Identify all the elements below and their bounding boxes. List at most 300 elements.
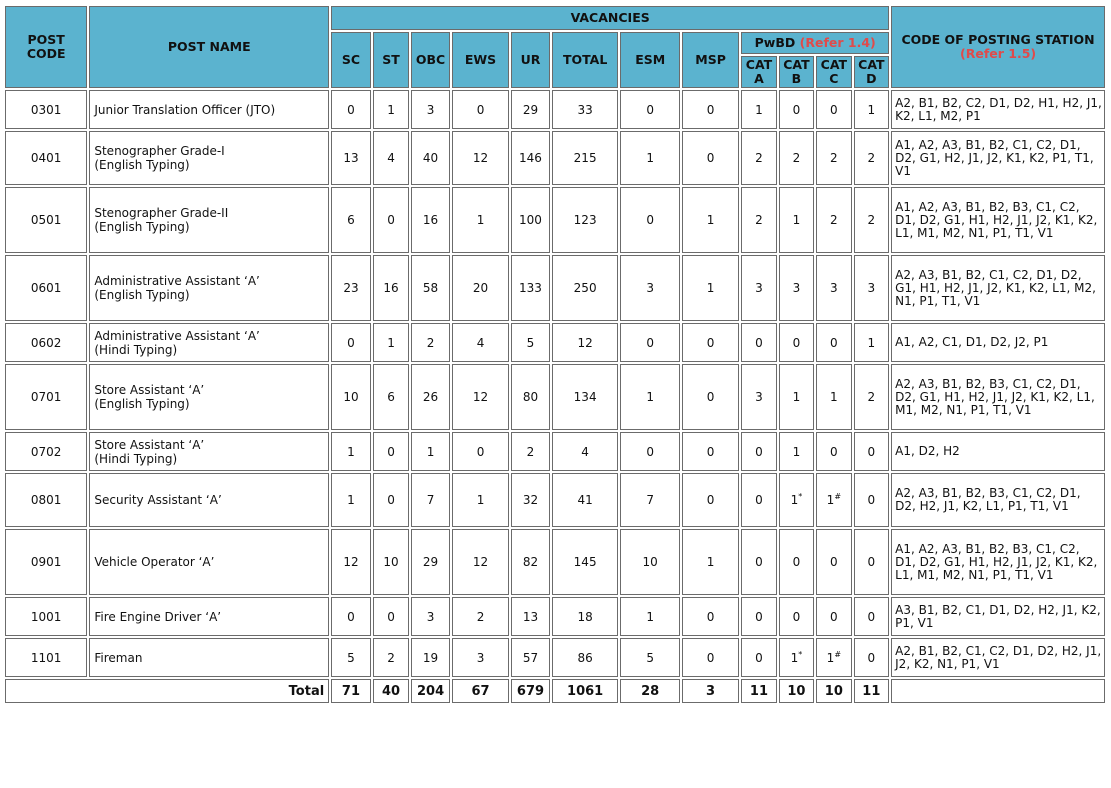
value-st: 16	[383, 281, 399, 295]
value-cell-st	[373, 255, 409, 321]
post-name-cell	[89, 597, 329, 636]
table-row	[5, 529, 1105, 595]
value-cell-sc	[331, 187, 371, 253]
post-name-cell	[89, 638, 329, 677]
value-cell-total	[552, 364, 619, 430]
value-sc: 23	[343, 281, 359, 295]
value-msp: 0	[706, 390, 715, 404]
post-name-cell	[89, 529, 329, 595]
value-ur: 5	[526, 335, 535, 350]
value-sc: 10	[343, 390, 359, 404]
value-cat-a: 0	[755, 335, 763, 350]
posting-station-cell: A1, A2, A3, B1, B2, C1, C2, D1, D2, G1, H2, J1, J2, K1, K2, P1, T1, V1	[891, 131, 1105, 185]
post-code-cell: 0401	[5, 131, 87, 185]
post-code-cell: 0602	[5, 323, 87, 362]
value-cat-a: 2	[755, 213, 763, 227]
value-cell-cat-a	[741, 90, 776, 129]
value-cell-esm	[620, 432, 679, 471]
value-ur: 82	[522, 555, 539, 569]
value-total: 134	[573, 390, 597, 404]
value-msp: 1	[706, 213, 715, 227]
value-cell-cat-c	[816, 529, 851, 595]
value-cell-ews	[452, 187, 509, 253]
value-cell-st	[373, 529, 409, 595]
total-value-cat-d: 11	[854, 679, 890, 703]
value-cell-cat-d	[854, 597, 890, 636]
posting-station-cell: A1, A2, C1, D1, D2, J2, P1	[891, 323, 1105, 362]
value-cell-cat-a	[741, 529, 776, 595]
value-cell-cat-d	[854, 255, 890, 321]
table-row	[5, 90, 1105, 129]
value-cat-b: 1	[792, 444, 801, 459]
value-cell-esm	[620, 638, 679, 677]
value-msp: 0	[706, 609, 715, 624]
value-cell-total	[552, 529, 619, 595]
value-total: 86	[577, 650, 593, 665]
post-code-cell: 1001	[5, 597, 87, 636]
value-cat-d: 2	[867, 390, 876, 404]
posting-station-cell: A1, A2, A3, B1, B2, B3, C1, C2, D1, D2, G1, H1, H2, J1, J2, K1, K2, L1, M1, M2, N1, P1, T1, V1	[891, 529, 1105, 595]
table-row	[5, 323, 1105, 362]
value-total: 215	[573, 151, 597, 165]
value-total: 12	[577, 335, 593, 350]
value-cell-esm	[620, 187, 679, 253]
posting-station-cell: A2, A3, B1, B2, C1, C2, D1, D2, G1, H1, H2, J1, J2, K1, K2, L1, M2, N1, P1, T1, V1	[891, 255, 1105, 321]
value-esm: 0	[646, 444, 655, 459]
value-cell-cat-b	[779, 638, 814, 677]
value-st: 0	[387, 609, 395, 624]
value-st: 0	[387, 493, 395, 507]
post-code-cell: 0501	[5, 187, 87, 253]
value-cell-esm	[620, 364, 679, 430]
footnote-mark: *	[798, 649, 803, 659]
value-cat-d: 0	[867, 650, 876, 665]
value-st: 4	[387, 151, 395, 165]
value-cat-a: 3	[755, 390, 763, 404]
value-cell-ur	[511, 597, 550, 636]
value-obc: 19	[422, 650, 439, 665]
header-cat-a: CAT A	[741, 56, 776, 88]
post-name-line2: (Hindi Typing)	[94, 451, 178, 466]
value-cell-obc	[411, 529, 450, 595]
value-cat-b: 1	[792, 390, 801, 404]
value-ews: 20	[472, 281, 489, 295]
value-st: 0	[387, 444, 395, 459]
header-vacancies: VACANCIES	[331, 6, 889, 30]
table-row	[5, 432, 1105, 471]
total-value-ews: 67	[452, 679, 509, 703]
footnote-mark: #	[834, 492, 842, 501]
value-cell-ur	[511, 131, 550, 185]
value-cell-esm	[620, 529, 679, 595]
value-cell-msp	[682, 131, 739, 185]
value-msp: 0	[706, 444, 715, 459]
table-row	[5, 473, 1105, 527]
value-esm: 7	[646, 493, 655, 507]
value-cell-obc	[411, 187, 450, 253]
post-code-cell: 1101	[5, 638, 87, 677]
value-cell-ews	[452, 364, 509, 430]
total-value-cat-a: 11	[741, 679, 776, 703]
value-esm: 1	[646, 609, 655, 624]
value-cat-b: 0	[792, 609, 801, 624]
value-cell-sc	[331, 323, 371, 362]
total-value-cat-c: 10	[816, 679, 851, 703]
header-col-ews: EWS	[452, 32, 509, 88]
value-st: 10	[383, 555, 399, 569]
value-cat-c: 0	[830, 444, 838, 459]
value-cell-obc	[411, 432, 450, 471]
value-cell-cat-d	[854, 131, 890, 185]
value-sc: 12	[343, 555, 359, 569]
header-col-ur: UR	[511, 32, 550, 88]
header-col-st: ST	[373, 32, 409, 88]
value-cell-cat-b	[779, 529, 814, 595]
post-name-cell	[89, 473, 329, 527]
value-cell-st	[373, 597, 409, 636]
post-code-cell: 0901	[5, 529, 87, 595]
value-cell-ews	[452, 529, 509, 595]
value-cell-cat-d	[854, 432, 890, 471]
value-cell-cat-a	[741, 364, 776, 430]
value-obc: 16	[422, 213, 439, 227]
table-row	[5, 187, 1105, 253]
value-cat-c: 3	[830, 281, 838, 295]
post-name-line1: Administrative Assistant ‘A’	[94, 274, 260, 288]
table-row	[5, 255, 1105, 321]
total-label: Total	[5, 679, 329, 703]
value-cat-b: 0	[792, 555, 801, 569]
value-cell-cat-c	[816, 131, 851, 185]
header-pwbd-refer: (Refer 1.4)	[799, 35, 876, 50]
value-cell-ews	[452, 473, 509, 527]
header-pwbd	[741, 32, 889, 54]
posting-station-cell: A3, B1, B2, C1, D1, D2, H2, J1, K2, P1, V1	[891, 597, 1105, 636]
value-cell-ur	[511, 364, 550, 430]
value-ews: 4	[476, 335, 485, 350]
value-cat-d: 0	[867, 493, 876, 507]
value-cell-cat-a	[741, 473, 776, 527]
value-cat-a: 0	[755, 650, 763, 665]
value-obc: 40	[422, 151, 439, 165]
post-code-cell: 0702	[5, 432, 87, 471]
value-st: 0	[387, 213, 395, 227]
value-cell-st	[373, 90, 409, 129]
total-row	[5, 679, 1105, 703]
value-ews: 0	[476, 444, 485, 459]
value-cat-b: 1	[792, 213, 801, 227]
value-cell-ews	[452, 90, 509, 129]
post-name-line2: (English Typing)	[94, 288, 190, 302]
value-obc: 29	[422, 555, 439, 569]
value-cell-cat-a	[741, 131, 776, 185]
value-cat-a: 0	[755, 493, 763, 507]
value-sc: 13	[343, 151, 359, 165]
value-cell-cat-a	[741, 432, 776, 471]
value-cell-obc	[411, 597, 450, 636]
value-cat-b: 2	[792, 151, 801, 165]
value-cell-cat-b	[779, 187, 814, 253]
post-name-line2: (English Typing)	[94, 158, 190, 172]
value-cell-obc	[411, 638, 450, 677]
value-obc: 3	[426, 609, 435, 624]
total-value-msp: 3	[682, 679, 739, 703]
value-cell-cat-d	[854, 473, 890, 527]
value-cell-esm	[620, 597, 679, 636]
value-cell-cat-a	[741, 597, 776, 636]
value-cell-ur	[511, 90, 550, 129]
header-station-label: CODE OF POSTING STATION	[901, 32, 1095, 47]
value-cell-msp	[682, 364, 739, 430]
value-cell-ews	[452, 432, 509, 471]
value-cell-ur	[511, 529, 550, 595]
value-cell-cat-d	[854, 364, 890, 430]
value-cell-ews	[452, 638, 509, 677]
vacancy-table-wrapper	[3, 4, 1107, 705]
value-total: 18	[577, 609, 593, 624]
post-name-line2: (English Typing)	[94, 220, 190, 234]
value-cell-st	[373, 187, 409, 253]
value-cell-ur	[511, 473, 550, 527]
value-msp: 0	[706, 102, 715, 117]
header-posting-station	[891, 6, 1105, 88]
post-name-line1: Stenographer Grade-I	[94, 144, 225, 158]
post-code-cell: 0301	[5, 90, 87, 129]
value-cat-b: 1	[790, 650, 799, 665]
value-cell-ews	[452, 131, 509, 185]
value-sc: 1	[347, 444, 355, 459]
value-cell-ews	[452, 255, 509, 321]
header-col-total: TOTAL	[552, 32, 619, 88]
header-col-obc: OBC	[411, 32, 450, 88]
value-esm: 1	[646, 390, 655, 404]
value-cell-esm	[620, 255, 679, 321]
value-cell-cat-c	[816, 364, 851, 430]
posting-station-cell: A2, B1, B2, C1, C2, D1, D2, H2, J1, J2, K2, N1, P1, V1	[891, 638, 1105, 677]
value-cell-cat-c	[816, 638, 851, 677]
total-value-obc: 204	[411, 679, 450, 703]
value-cat-d: 3	[867, 281, 876, 295]
value-cell-cat-d	[854, 187, 890, 253]
value-cell-total	[552, 255, 619, 321]
value-ews: 12	[472, 151, 489, 165]
header-col-msp: MSP	[682, 32, 739, 88]
footnote-mark: *	[798, 492, 803, 501]
value-cat-d: 1	[867, 102, 876, 117]
value-ews: 12	[472, 555, 489, 569]
value-obc: 7	[426, 493, 435, 507]
value-ews: 2	[476, 609, 485, 624]
value-cell-total	[552, 323, 619, 362]
post-name-line1: Store Assistant ‘A’	[94, 437, 205, 452]
value-cell-ur	[511, 638, 550, 677]
value-ur: 146	[519, 151, 542, 165]
value-total: 4	[581, 444, 589, 459]
post-name-cell	[89, 90, 329, 129]
total-value-total: 1061	[552, 679, 619, 703]
value-cell-cat-b	[779, 323, 814, 362]
value-cell-esm	[620, 323, 679, 362]
value-cell-msp	[682, 255, 739, 321]
value-esm: 1	[646, 151, 655, 165]
total-station-empty	[891, 679, 1105, 703]
value-cell-msp	[682, 187, 739, 253]
value-cell-obc	[411, 364, 450, 430]
posting-station-cell: A2, A3, B1, B2, B3, C1, C2, D1, D2, G1, H1, H2, J1, J2, K1, K2, L1, M1, M2, N1, P1, T1, V1	[891, 364, 1105, 430]
post-name-cell	[89, 187, 329, 253]
value-cat-a: 0	[755, 555, 763, 569]
value-esm: 3	[646, 281, 655, 295]
value-cat-b: 3	[792, 281, 801, 295]
value-obc: 2	[426, 335, 435, 350]
post-name-cell	[89, 364, 329, 430]
total-value-esm: 28	[620, 679, 679, 703]
value-cat-c: 2	[830, 213, 838, 227]
value-obc: 1	[426, 444, 435, 459]
value-st: 2	[387, 650, 395, 665]
value-cell-sc	[331, 638, 371, 677]
value-cat-b: 0	[792, 335, 801, 350]
value-sc: 0	[347, 609, 355, 624]
value-ews: 0	[476, 102, 485, 117]
post-name-cell	[89, 131, 329, 185]
value-cell-cat-b	[779, 597, 814, 636]
header-post-name: POST NAME	[89, 6, 329, 88]
value-cell-cat-c	[816, 255, 851, 321]
value-obc: 3	[426, 102, 435, 117]
value-cell-cat-b	[779, 255, 814, 321]
value-cell-sc	[331, 597, 371, 636]
value-cell-cat-a	[741, 187, 776, 253]
value-cell-cat-a	[741, 255, 776, 321]
value-cat-c: 1	[830, 390, 838, 404]
value-cell-ur	[511, 323, 550, 362]
value-cat-a: 0	[755, 444, 763, 459]
value-cell-total	[552, 638, 619, 677]
value-sc: 0	[347, 335, 355, 350]
value-cell-esm	[620, 90, 679, 129]
value-esm: 10	[642, 555, 658, 569]
value-cell-sc	[331, 432, 371, 471]
total-value-st: 40	[373, 679, 409, 703]
posting-station-cell: A2, A3, B1, B2, B3, C1, C2, D1, D2, H2, J1, K2, L1, P1, T1, V1	[891, 473, 1105, 527]
value-msp: 0	[706, 151, 715, 165]
value-cell-st	[373, 131, 409, 185]
post-name-cell	[89, 432, 329, 471]
value-cell-total	[552, 473, 619, 527]
post-name-line1: Stenographer Grade-II	[94, 206, 229, 220]
value-cell-obc	[411, 323, 450, 362]
value-msp: 0	[706, 335, 715, 350]
value-cell-total	[552, 90, 619, 129]
vacancy-table	[3, 4, 1107, 705]
value-cell-st	[373, 638, 409, 677]
value-cat-c: 2	[830, 151, 838, 165]
header-post-code: POST CODE	[5, 6, 87, 88]
value-esm: 5	[646, 650, 655, 665]
value-msp: 0	[706, 650, 715, 665]
table-row	[5, 638, 1105, 677]
value-cell-st	[373, 432, 409, 471]
value-ur: 133	[519, 281, 542, 295]
post-name-line1: Security Assistant ‘A’	[94, 493, 222, 507]
value-cell-msp	[682, 323, 739, 362]
value-cell-sc	[331, 90, 371, 129]
value-cell-ews	[452, 323, 509, 362]
value-cat-c: 0	[830, 609, 838, 624]
post-name-cell	[89, 323, 329, 362]
value-cell-total	[552, 432, 619, 471]
value-msp: 0	[706, 493, 715, 507]
value-sc: 5	[347, 650, 355, 665]
posting-station-cell: A2, B1, B2, C2, D1, D2, H1, H2, J1, K2, L1, M2, P1	[891, 90, 1105, 129]
value-cell-st	[373, 323, 409, 362]
value-cell-sc	[331, 529, 371, 595]
header-cat-d: CAT D	[854, 56, 890, 88]
value-cell-total	[552, 597, 619, 636]
value-total: 250	[573, 281, 597, 295]
value-cell-msp	[682, 597, 739, 636]
value-cat-a: 1	[755, 102, 763, 117]
value-total: 33	[577, 102, 593, 117]
value-cat-a: 2	[755, 151, 763, 165]
value-ur: 29	[522, 102, 539, 117]
value-ur: 57	[522, 650, 539, 665]
value-cell-cat-b	[779, 432, 814, 471]
value-st: 1	[387, 335, 395, 350]
value-sc: 6	[347, 213, 355, 227]
value-cat-b: 0	[792, 102, 801, 117]
value-cell-obc	[411, 255, 450, 321]
value-st: 6	[387, 390, 395, 404]
value-cell-ews	[452, 597, 509, 636]
post-name-line2: (English Typing)	[94, 397, 190, 411]
header-col-sc: SC	[331, 32, 371, 88]
value-ur: 100	[519, 213, 542, 227]
value-cat-d: 0	[867, 444, 876, 459]
value-sc: 0	[347, 102, 355, 117]
posting-station-cell: A1, D2, H2	[891, 432, 1105, 471]
value-cell-cat-d	[854, 529, 890, 595]
value-ews: 1	[476, 213, 485, 227]
value-cell-cat-d	[854, 323, 890, 362]
post-name-line1: Fireman	[94, 650, 143, 665]
value-esm: 0	[646, 335, 655, 350]
header-cat-b: CAT B	[779, 56, 814, 88]
value-cell-sc	[331, 255, 371, 321]
value-ews: 12	[472, 390, 489, 404]
header-col-esm: ESM	[620, 32, 679, 88]
table-row	[5, 597, 1105, 636]
value-cell-esm	[620, 473, 679, 527]
value-ews: 1	[476, 493, 485, 507]
value-cell-cat-c	[816, 187, 851, 253]
value-total: 123	[573, 213, 597, 227]
header-station-refer: (Refer 1.5)	[960, 46, 1037, 61]
total-value-cat-b: 10	[779, 679, 814, 703]
value-cat-d: 1	[867, 335, 876, 350]
value-cat-c: 1	[826, 493, 835, 507]
value-cell-msp	[682, 90, 739, 129]
value-cell-cat-b	[779, 364, 814, 430]
value-cell-sc	[331, 131, 371, 185]
value-cell-ur	[511, 187, 550, 253]
value-cat-d: 0	[867, 555, 876, 569]
value-ur: 13	[522, 609, 539, 624]
value-cell-ur	[511, 432, 550, 471]
value-cat-c: 0	[830, 102, 838, 117]
total-value-sc: 71	[331, 679, 371, 703]
